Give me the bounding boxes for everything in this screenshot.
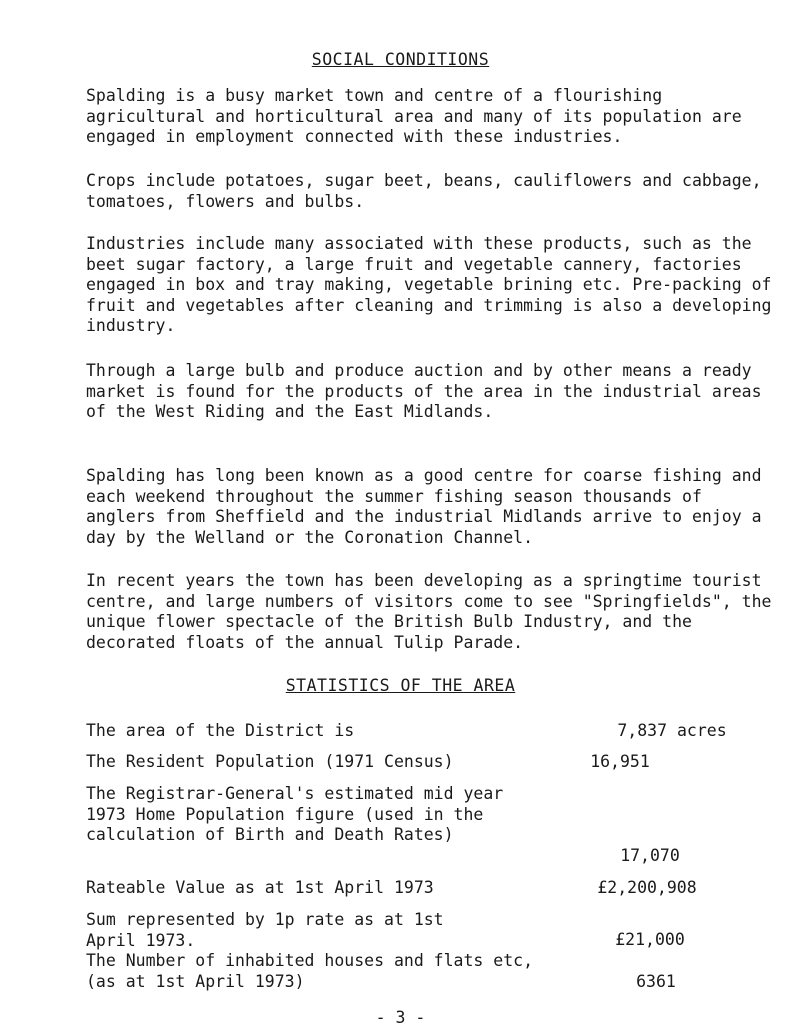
statistics-heading: STATISTICS OF THE AREA [285,676,516,695]
statistics-label: The Resident Population (1971 Census) [86,752,454,771]
paragraph: Industries include many associated with these products, such as the beet sugar factory, a large fruit and vegetable cannery, factories engaged in box and tray making, vegetable brining etc. Pre-packing of fruit and vegetables after cleaning and trimming is also a developing industry. [86,234,772,335]
statistics-value: 7,837 acres [617,721,727,740]
paragraph: Spalding is a busy market town and centre of a flourishing agricultural and horticultural area and many of its population are engaged in employment connected with these industries. [86,86,742,146]
section-heading: SOCIAL CONDITIONS [311,50,490,69]
paragraph: Through a large bulb and produce auction and by other means a ready market is found for the products of the area in the industrial areas of the West Riding and the East Midlands. [86,361,762,421]
paragraph: In recent years the town has been developing as a springtime tourist centre, and large numbers of visitors come to see "Springfields", the unique flower spectacle of the British Bulb Industry, and the decorated floats of the annual Tulip Parade. [86,571,772,652]
statistics-label: Sum represented by 1p rate as at 1st April 1973. [86,910,444,950]
paragraph: Spalding has long been known as a good centre for coarse fishing and each weekend throughout the summer fishing season thousands of anglers from Sheffield and the industrial Midlands arrive to enjoy a day by the Welland or the Coronation Channel. [86,466,762,547]
statistics-label: The Number of inhabited houses and flats etc, (as at 1st April 1973) [86,951,534,991]
statistics-value: 17,070 [620,846,680,865]
statistics-value: 16,951 [590,752,650,771]
statistics-value: £21,000 [615,930,685,949]
paragraph: Crops include potatoes, sugar beet, beans, cauliflowers and cabbage, tomatoes, flowers and bulbs. [86,171,762,211]
statistics-label: The Registrar-General's estimated mid year 1973 Home Population figure (used in the calculation of Birth and Death Rates) [86,784,504,844]
page-number: - 3 - [375,1008,426,1027]
statistics-label: The area of the District is [86,721,355,740]
statistics-value: £2,200,908 [597,878,697,897]
statistics-label: Rateable Value as at 1st April 1973 [86,878,434,897]
statistics-value: 6361 [636,972,676,991]
